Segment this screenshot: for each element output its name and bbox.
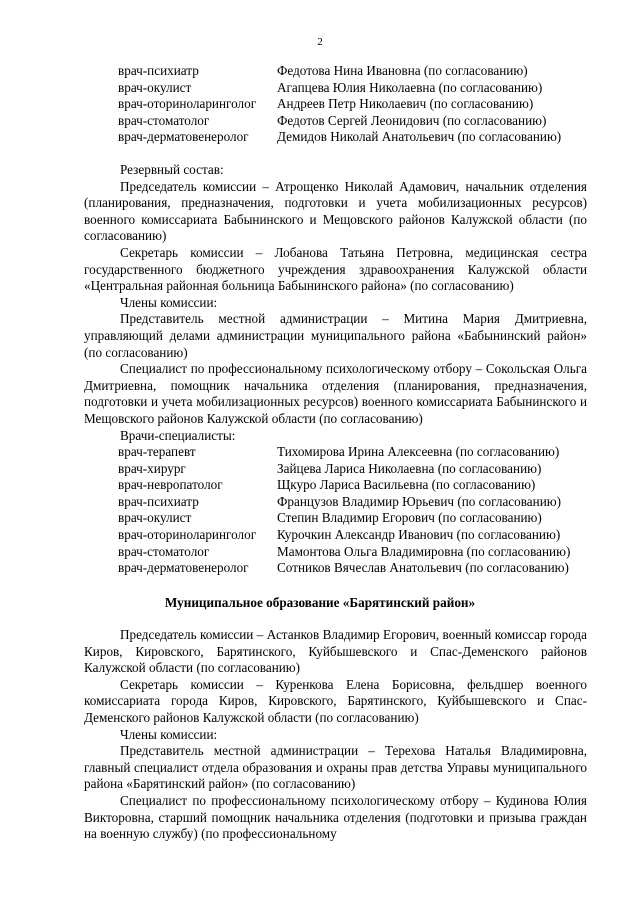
doctor-role: врач-оториноларинголог <box>118 96 257 112</box>
list-item <box>84 510 587 527</box>
baryatinsky-psych-specialist: Специалист по профессиональному психологическому отбору – Кудинова Юлия Викторовна, старший помощник начальника отделения (подготовки и призыва граждан на военную службу) (по профессиональному <box>84 792 587 842</box>
top-doctors-list <box>84 63 587 146</box>
list-item <box>84 461 587 478</box>
doctor-name: Зайцева Лариса Николаевна (по согласованию) <box>277 460 542 476</box>
list-item <box>84 560 587 577</box>
baryatinsky-members-heading: Члены комиссии: <box>120 726 218 742</box>
doctor-name: Федотов Сергей Леонидович (по согласованию) <box>277 112 547 128</box>
reserve-psych-specialist: Специалист по профессиональному психологическому отбору – Сокольская Ольга Дмитриевна, помощник начальника отделения (планирования, предназначения, подготовки и учета мобилизационных ресурсов) военного комиссариата Бабынинского и Мещовского районов Калужской области (по согласованию) <box>84 361 587 426</box>
doctor-role: врач-терапевт <box>118 444 196 459</box>
doctor-role: врач-психиатр <box>118 63 199 78</box>
reserve-doctors-list <box>84 444 587 577</box>
list-item <box>84 129 587 146</box>
doctor-role: врач-психиатр <box>118 493 199 509</box>
doctor-role: врач-стоматолог <box>118 112 210 128</box>
doctor-role: врач-невропатолог <box>118 477 223 493</box>
reserve-chairman: Председатель комиссии – Атрощенко Николай Адамович, начальник отделения (планирования, предназначения, подготовки и учета мобилизационных ресурсов) военного комиссариата Бабынинского и Мещовского районов Калужской области (по согласованию) <box>84 178 587 244</box>
baryatinsky-admin-rep: Представитель местной администрации – Терехова Наталья Владимировна, главный специалист отдела образования и охраны прав детства Управы муниципального района «Барятинский район» (по согласованию) <box>84 743 587 792</box>
reserve-heading: Резервный состав: <box>120 162 224 177</box>
doctor-role: врач-стоматолог <box>118 543 210 559</box>
doctor-role: врач-хирург <box>118 460 186 476</box>
reserve-doctors-heading: Врачи-специалисты: <box>120 427 236 443</box>
list-item <box>84 444 587 461</box>
doctor-role: врач-оториноларинголог <box>118 526 257 542</box>
doctor-name: Андреев Петр Николаевич (по согласованию) <box>277 96 534 112</box>
doctor-role: врач-окулист <box>118 79 192 95</box>
doctor-role: врач-окулист <box>118 510 192 526</box>
doctor-name: Французов Владимир Юрьевич (по согласованию) <box>277 493 562 509</box>
doctor-name: Демидов Николай Анатольевич (по согласованию) <box>277 129 562 145</box>
list-item <box>84 527 587 544</box>
list-item <box>84 96 587 113</box>
list-item <box>84 477 587 494</box>
doctor-name: Агапцева Юлия Николаевна (по согласованию) <box>277 79 543 95</box>
list-item <box>84 494 587 511</box>
doctor-name: Курочкин Александр Иванович (по согласованию) <box>277 526 561 542</box>
page-number: 2 <box>317 36 323 48</box>
doctor-name: Мамонтова Ольга Владимировна (по согласованию) <box>277 543 571 559</box>
reserve-secretary: Секретарь комиссии – Лобанова Татьяна Петровна, медицинская сестра государственного бюджетного учреждения здравоохранения Калужской области «Центральная районная больница Бабынинского района» (по согласованию) <box>84 244 587 294</box>
reserve-section <box>84 162 587 444</box>
list-item <box>84 63 587 80</box>
doctor-name: Тихомирова Ирина Алексеевна (по согласованию) <box>277 444 560 459</box>
doctor-name: Сотников Вячеслав Анатольевич (по согласованию) <box>277 560 569 576</box>
list-item <box>84 544 587 561</box>
baryatinsky-secretary: Секретарь комиссии – Куренкова Елена Борисовна, фельдшер военного комиссариата города Киров, Кировского, Барятинского, Куйбышевского и Спас-Деменского районов Калужской области (по согласованию) <box>84 676 587 725</box>
doctor-name: Федотова Нина Ивановна (по согласованию) <box>277 63 528 78</box>
list-item <box>84 80 587 97</box>
baryatinsky-chairman: Председатель комиссии – Астанков Владимир Егорович, военный комиссар города Киров, Кировского, Барятинского, Куйбышевского и Спас-Деменского районов Калужской области (по согласованию) <box>84 627 587 676</box>
doctor-role: врач-дерматовенеролог <box>118 560 249 576</box>
doctor-name: Щкуро Лариса Васильевна (по согласованию) <box>277 477 536 493</box>
doctor-name: Степин Владимир Егорович (по согласованию) <box>277 510 542 526</box>
list-item <box>84 113 587 130</box>
section-heading: Муниципальное образование «Барятинский район» <box>164 595 476 610</box>
doctor-role: врач-дерматовенеролог <box>118 129 249 145</box>
baryatinsky-section <box>84 627 587 843</box>
reserve-admin-rep: Представитель местной администрации – Митина Мария Дмитриевна, управляющий делами администрации муниципального района «Бабынинский район» (по согласованию) <box>84 311 587 360</box>
reserve-members-heading: Члены комиссии: <box>120 294 218 310</box>
